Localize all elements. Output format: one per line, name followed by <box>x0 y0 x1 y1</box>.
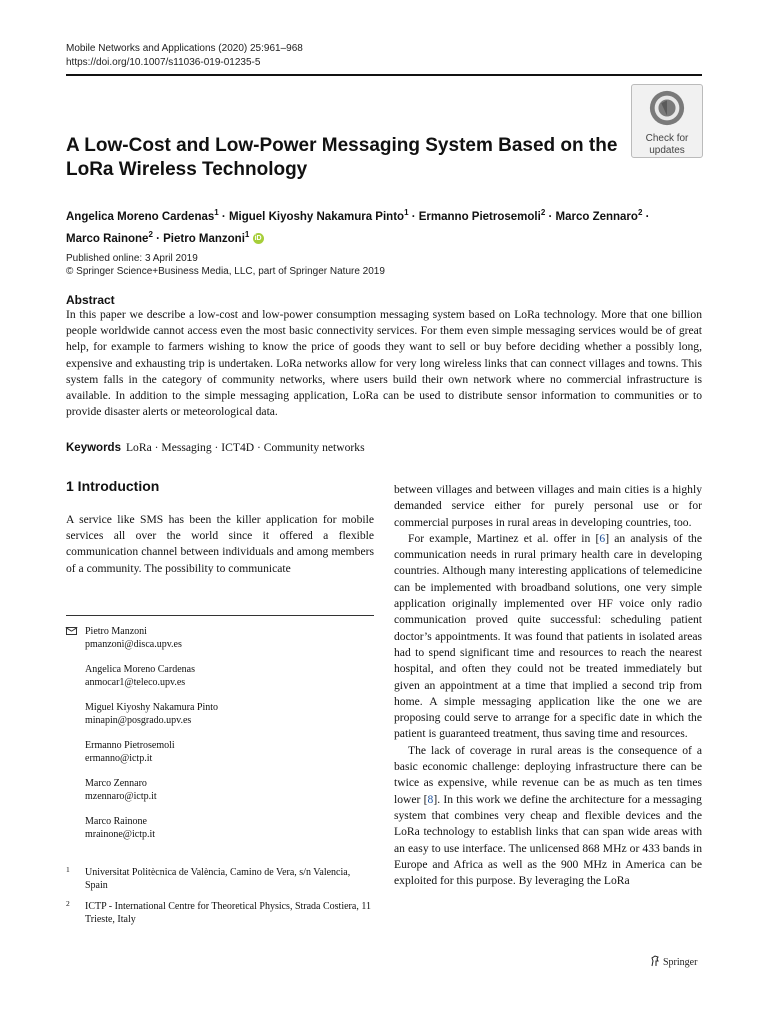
affiliation-text: ICTP - International Centre for Theoretical Physics, Strada Costiera, 11 Trieste, Italy <box>85 901 371 925</box>
contact-name: Marco Rainone <box>85 816 147 827</box>
author-list: Angelica Moreno Cardenas$^1$ · Miguel Kiyoshy Nakamura Pinto$^1$ · Ermanno Pietrosemoli$^2$ · Marco Zennaro$^2$ · Marco Rainone$^2$ · Pietro Manzoni$^1$ iD <box>66 208 650 245</box>
intro-paragraph: For example, Martinez et al. offer in [6] an analysis of the communication needs in rural primary health care in developing countries. Although many interesting applications of telemedicine can be implemented with broadband solutions, one very simple application originally implemented over HF voice only radio communication proved quite successful: scheduling patient doctor’s appointments. It was found that patients in isolated areas had to spend significant time and resources to reach the nearest hospital, and often they could not be treated immediately but given an appointment at a time that implied a second trip from home. A simple messaging application like the one we are proposing could serve to arrange for a specific date in which the patient is guaranteed treatment, thus saving time and resources. <box>394 531 702 741</box>
contact-name: Angelica Moreno Cardenas <box>85 664 195 675</box>
contact-entry <box>66 701 374 727</box>
affiliation-text: Universitat Politècnica de València, Camino de Vera, s/n Valencia, Spain <box>85 867 351 891</box>
intro-paragraph: A service like SMS has been the killer application for mobile services all over the world since it offered a flexible communication channel between individuals and among members of a community. The possibility to communicate <box>66 513 374 575</box>
doi-link[interactable]: https://doi.org/10.1007/s11036-019-01235-5 <box>66 57 261 68</box>
header-rule <box>66 74 702 76</box>
affiliation-list <box>66 866 374 934</box>
abstract-heading: Abstract <box>66 293 115 307</box>
contact-entry <box>66 777 374 803</box>
affiliation-entry <box>66 866 374 892</box>
contact-entry <box>66 815 374 841</box>
contact-name: Ermanno Pietrosemoli <box>85 740 175 751</box>
contact-email[interactable]: mzennaro@ictp.it <box>85 791 157 802</box>
citation-link[interactable]: 6 <box>599 531 606 545</box>
affiliation-entry <box>66 900 374 926</box>
contact-email[interactable]: anmocar1@teleco.upv.es <box>85 677 186 688</box>
intro-paragraph: between villages and between villages and main cities is a highly demanded service either for purely personal use or for commercial purposes in rural areas in developing countries, too. <box>394 483 702 529</box>
keywords <box>66 441 365 454</box>
contact-email[interactable]: pmanzoni@disca.upv.es <box>85 639 182 650</box>
badge-line2: updates <box>649 145 685 156</box>
copyright: © Springer Science+Business Media, LLC, part of Springer Nature 2019 <box>66 266 385 277</box>
contact-name: Marco Zennaro <box>85 778 147 789</box>
contact-email[interactable]: ermanno@ictp.it <box>85 753 153 764</box>
contact-name: Pietro Manzoni <box>85 626 147 637</box>
publisher-name: Springer <box>663 957 698 968</box>
contact-entry <box>66 625 374 651</box>
check-for-updates-badge[interactable] <box>631 84 703 158</box>
journal-citation: Mobile Networks and Applications (2020) 25:961–968 <box>66 43 303 54</box>
contact-email[interactable]: minapin@posgrado.upv.es <box>85 715 192 726</box>
footnote-rule <box>66 615 374 616</box>
author-name[interactable]: Angelica Moreno Cardenas <box>66 210 215 223</box>
published-date: Published online: 3 April 2019 <box>66 253 198 264</box>
contact-name: Miguel Kiyoshy Nakamura Pinto <box>85 702 219 713</box>
publisher-footer <box>650 955 697 968</box>
intro-paragraph: The lack of coverage in rural areas is the consequence of a basic economic challenge: deploying infrastructure there can be twice as expensive, while revenue can be as much as ten times lower [8]. In this work we define the architecture for a messaging system that combines very cheap and flexible devices and the LoRa technology to establish links that can span wide areas with an easy to use interface. The unlicensed 868 MHz or 433 bands in Europe and Africa as well as the 900 MHz in America can be exploited for this purpose. By leveraging the LoRa <box>394 743 702 888</box>
keywords-label: Keywords <box>66 442 121 454</box>
check-for-updates-icon <box>648 89 686 127</box>
contact-list <box>66 625 374 853</box>
affiliation-number: 1 <box>66 865 70 874</box>
intro-left-column <box>66 512 374 577</box>
journal-header <box>66 42 303 70</box>
keywords-list: LoRa · Messaging · ICT4D · Community networks <box>125 441 365 454</box>
contact-entry <box>66 663 374 689</box>
author-name[interactable]: Marco Zennaro <box>555 210 638 223</box>
orcid-icon[interactable]: iD <box>254 235 262 243</box>
abstract-text: In this paper we describe a low-cost and low-power consumption messaging system based on LoRa technology. More that one billion people worldwide cannot access even the most basic connectivity services. For them even simple messaging services would be of great help, for example to farmers wishing to know the price of goods they want to sell or buy before deciding whether a possibly long, expensive and exhausting trip is undertaken. LoRa networks allow for very long wireless links that can connect villages and towns. This system falls in the category of community networks, where users build their own network where no commercial infrastructure is available. In addition to the simple messaging application, LoRa can be used to distribute sensor information to communities or to provide disaster alerts or meteorological data. <box>66 308 702 419</box>
springer-horse-icon <box>650 955 660 967</box>
paper-title: A Low-Cost and Low-Power Messaging System Based on the LoRa Wireless Technology <box>66 135 618 180</box>
author-name[interactable]: Pietro Manzoni <box>163 232 245 245</box>
contact-entry <box>66 739 374 765</box>
badge-line1: Check for <box>645 133 689 144</box>
contact-email[interactable]: mrainone@ictp.it <box>85 829 156 840</box>
envelope-icon <box>66 627 77 635</box>
affiliation-number: 2 <box>66 899 70 908</box>
section-heading-introduction: 1 Introduction <box>66 478 160 494</box>
citation-link[interactable]: 8 <box>427 792 434 806</box>
author-name[interactable]: Marco Rainone <box>66 232 149 245</box>
author-name[interactable]: Ermanno Pietrosemoli <box>418 210 541 223</box>
author-name[interactable]: Miguel Kiyoshy Nakamura Pinto <box>228 210 405 223</box>
intro-right-column <box>394 482 702 889</box>
publication-info <box>66 252 385 278</box>
